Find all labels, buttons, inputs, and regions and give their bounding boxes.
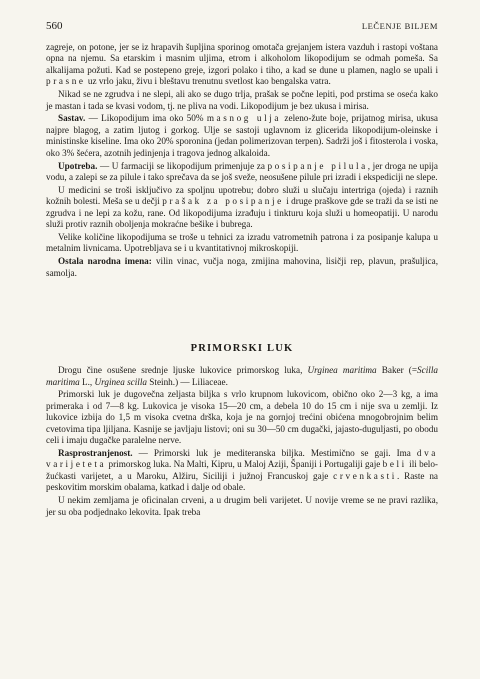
paragraph-description: Primorski luk je dugovečna zeljasta biljka s vrlo krupnom lukovicom, obično oko 2—3 kg, a ima primeraka i od 7—8 kg. Lukovica je visoka 15—20 cm, a debela 10 do 15 cm i nije sva u zemlji. Iz lukovice izbija do 1,5 m visoka cvetna drška, koja je na gornjoj trećini obićena mnogobrojnim belim cvetovima tipa ljiljana. Kasnije se javljaju listovi; oni su 30—50 cm dugački, jajasto-duguljasti, po obodu celi i imaju dugačke paralelne nerve. bbox=[46, 389, 438, 446]
paragraph-composition: Sastav. — Likopodijum ima oko 50% masnog ulja zeleno-žute boje, prijatnog mirisa, ukusa najpre blagog, a zatim ljutog i gorkog. Ulje se sastoji uglavnom iz glicerida likopodijum-oleinske i ministinske kiseline. Ima oko 20% sporonina (jedan polimerizovan terpen). Sadrži još i fitosterola i voska, oko 3% šećera, azotnih jedinjenja i tragova jednog alkaloida. bbox=[46, 113, 438, 158]
paragraph-distribution: Rasprostranjenost. — Primorski luk je mediteranska biljka. Mestimično se gaji. Ima dva varijeteta primorskog luka. Na Malti, Kipru, u Maloj Aziji, Španiji i Portugaliji gaje beli ili belo-žućkasti varijetet, a u Maroku, Alžiru, Siciliji i južnoj Francuskoj gaje crvenkasti. Raste na peskovitim morskim obalama, katkad i dalje od obale. bbox=[46, 447, 438, 493]
paragraph-usage: Upotreba. — U farmaciji se likopodijum primenjuje za posipanje pilula, jer droga ne upija vodu, a zalepi se za pilule i tako sprečava da se još sveže, neosušene pilule pri izradi i ekspediciji ne slepe. bbox=[46, 160, 439, 182]
paragraph-technical-use: Velike količine likopodijuma se troše u tehnici za izradu vatrometnih patrona i za posipanje kalupa u metalnim livnicama. Upotrebljava se i u kvantitativnoj mikroskopiji. bbox=[46, 232, 438, 254]
book-page bbox=[46, 20, 438, 518]
paragraph-properties: Nikad se ne zgrudva i ne slepi, ali ako se dugo trlja, prašak se počne lepiti, pod prstima se oseća kako je mastan i tada se kvasi vodom, tj. ne pliva na vodi. Likopodijum je bez ukusa i mirisa. bbox=[46, 89, 438, 111]
paragraph-medicine: U medicini se troši isključivo za spoljnu upotrebu; dobro služi u slučaju intertriga (ojeda) i raznih kožnih bolesti. Meša se u dečji prašak za posipanje i druge praškove gde se traži da se isti ne zgrudva i ne lepi za kožu, rane. Od likopodijuma izrađuju i tinkturu koja služi u homeopatiji. U narodu služi protiv raznih oboljenja mokraćne bešike i bubrega. bbox=[46, 184, 438, 230]
body-text bbox=[46, 42, 438, 518]
section-title: PRIMORSKI LUK bbox=[190, 343, 294, 355]
distribution-label: Rasprostranjenost. bbox=[58, 447, 133, 458]
paragraph-varieties: U nekim zemljama je oficinalan crveni, a u drugim beli varijetet. U novije vreme se ne pravi razlika, jer su oba podjednako lekovita. Ipak treba bbox=[46, 495, 438, 517]
composition-label: Sastav. bbox=[58, 113, 86, 124]
paragraph-folk-names: Ostala narodna imena: vilin vinac, vučja noga, zmijina mahovina, lisičji rep, plavun, prašuljica, samolja. bbox=[46, 256, 438, 278]
usage-label: Upotreba. bbox=[58, 160, 98, 171]
paragraph-drug-definition: Drogu čine osušene srednje ljuske lukovice primorskog luka, Urginea maritima Baker (=Scilla maritima L., Urginea scilla Steinh.) — Liliaceae. bbox=[46, 365, 438, 387]
paragraph-combustion: zagreje, on potone, jer se iz hrapavih šupljina sporinog omotača grejanjem istera vazduh i rastopi voštana opna na njemu. Sa etarskim i masnim uljima, etrom i alkoholom likopodijum se odmah pomeša. Sa alkalijama požuti. Kad se postepeno greje, izgori polako i tiho, a kad se dune u plamen, naglo se upali i prasne uz vrlo jaku, živu i bleštavu trenutnu svetlost kao bengalska vatra. bbox=[46, 42, 438, 87]
page-header bbox=[46, 20, 438, 36]
folk-names-label: Ostala narodna imena: bbox=[58, 256, 152, 267]
running-title: LEČENJE BILJEM bbox=[361, 21, 438, 31]
page-number: 560 bbox=[46, 20, 63, 32]
